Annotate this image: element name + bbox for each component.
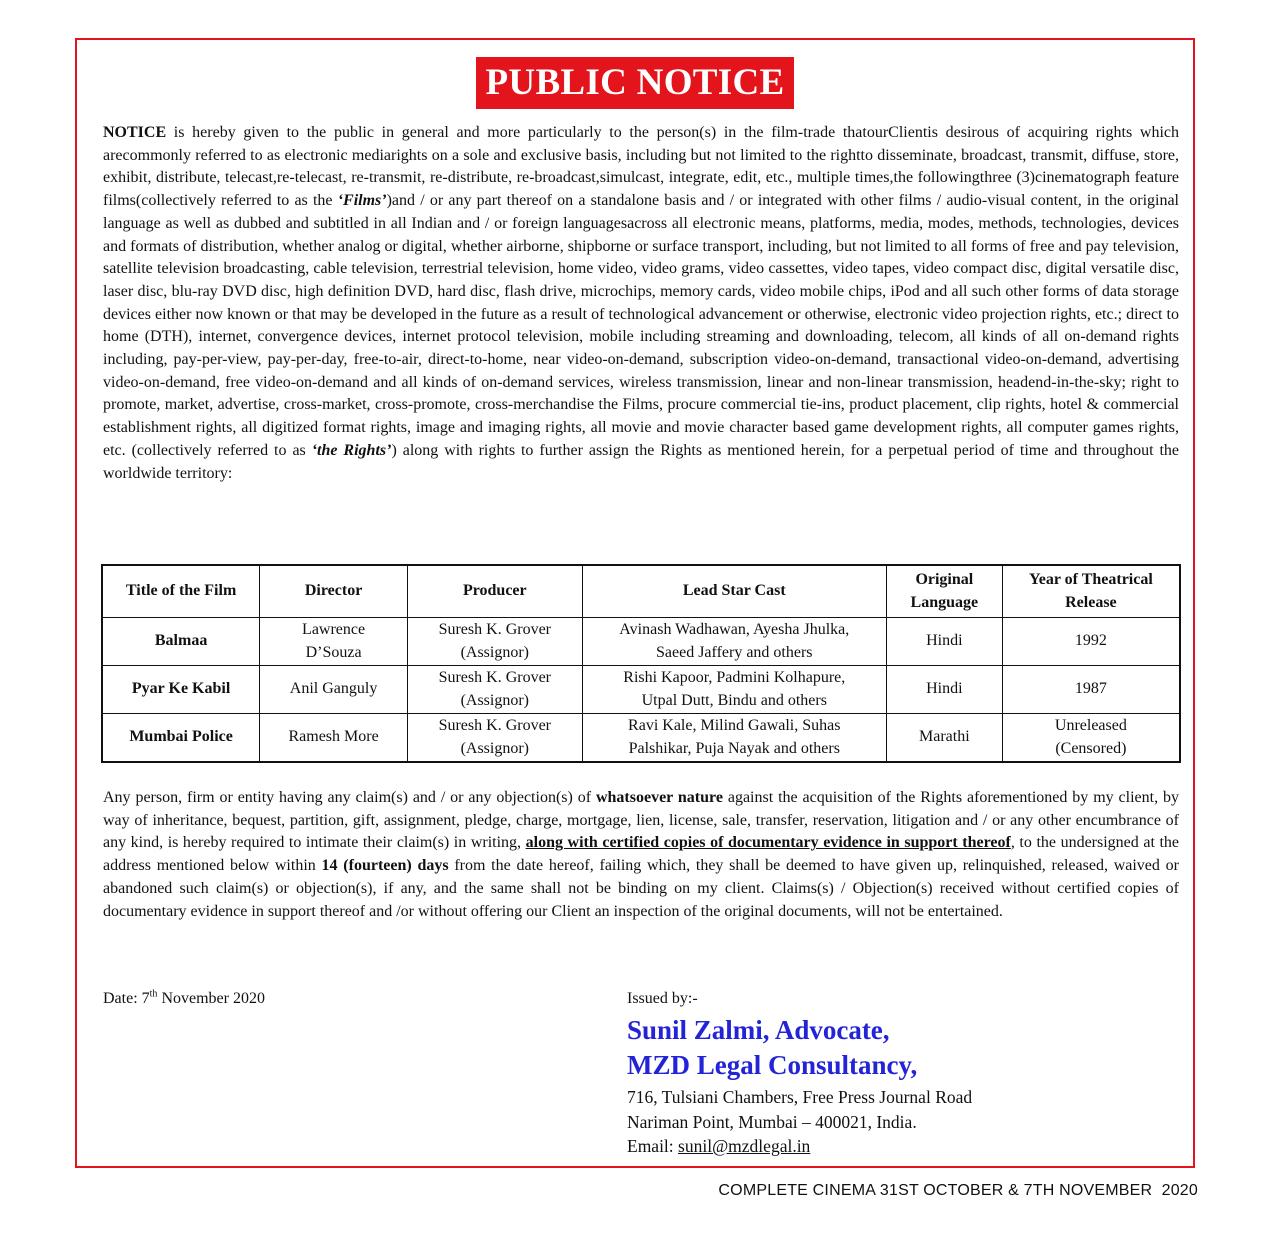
intro-text-2: )and / or any part thereof on a standalone basis and / or integrated with other films / audio-visual content, in the original language as well as dubbed and subtitled in all Indian and / or foreign languagesacross all electronic means, platforms, media, modes, methods, technologies, devices and formats of distribution, whether analog or digital, whether airborne, shipborne or surface transport, including, but not limited to all forms of free and pay television, satellite television broadcasting, cable television, terrestrial television, home video, video grams, video cassettes, video tapes, video compact disc, digital versatile disc, laser disc, blu-ray DVD disc, high definition DVD, hard disc, flash drive, microchips, memory cards, video mobile chips, iPod and all such other forms of data storage devices either now known or that may be developed in the future as a result of technological advancement or otherwise, electronic video projection rights, etc.; direct to home (DTH), internet, convergence devices, internet protocol television, mobile including streaming and downloading, telecom, all kinds of all on-demand rights including, pay-per-view, pay-per-day, free-to-air, direct-to-home, near video-on-demand, subscription video-on-demand, transactional video-on-demand, advertising video-on-demand, free video-on-demand and all kinds of on-demand services, wireless transmission, linear and non-linear transmission, headend-in-the-sky; right to promote, market, advertise, cross-market, cross-promote, cross-merchandise the Films, procure commercial tie-ins, product placement, clip rights, hotel & commercial establishment rights, all digitized format rights, image and imaging rights, all movie and movie character based game development rights, all computer games rights, etc. (collectively referred to as xyxy=(103,192,1180,459)
whatsoever-nature: whatsoever nature xyxy=(595,789,723,806)
notice-frame xyxy=(75,38,1195,1168)
film-language: Hindi xyxy=(886,666,1002,714)
issuer-address xyxy=(627,1085,972,1159)
certified-copies-requirement: along with certified copies of documentary evidence in support thereof xyxy=(525,834,1011,852)
film-director: Anil Ganguly xyxy=(260,666,408,714)
table-row xyxy=(102,666,1180,714)
rights-term: ‘the Rights’ xyxy=(311,441,392,459)
film-director: Ramesh More xyxy=(260,714,408,763)
header-language: Original Language xyxy=(886,565,1002,618)
intro-text-1: is hereby given to the public in general and more particularly to the person(s) in the film-trade thatourClientis desirous of acquiring rights which arecommonly referred to as electronic mediarights on a sole and exclusive basis, including but not limited to the rightto disseminate, broadcast, transmit, diffuse, store, exhibit, distribute, telecast,re-telecast, re-transmit, re-distribute, re-broadcast,simulcast, integrate, edit, etc., multiple times,the followingthree (3)cinematograph feature films(collectively referred to as the xyxy=(103,124,1179,210)
table-row xyxy=(102,714,1180,763)
email-line: Email: sunil@mzdlegal.in xyxy=(627,1136,811,1156)
film-language: Hindi xyxy=(886,618,1002,666)
notice-intro-paragraph xyxy=(103,122,1179,485)
issued-by-label: Issued by:- xyxy=(627,990,698,1007)
header-year: Year of Theatrical Release xyxy=(1002,565,1180,618)
notice-date: Date: 7th November 2020 xyxy=(103,988,265,1007)
publication-footer: COMPLETE CINEMA 31ST OCTOBER & 7TH NOVEMBER 2020 xyxy=(718,1182,1198,1199)
film-language: Marathi xyxy=(886,714,1002,763)
header-producer: Producer xyxy=(407,565,582,618)
deadline-days: 14 (fourteen) days xyxy=(321,857,449,875)
film-producer: Suresh K. Grover (Assignor) xyxy=(407,714,582,763)
firm-name: MZD Legal Consultancy, xyxy=(627,1050,918,1080)
header-title: Title of the Film xyxy=(102,565,260,618)
film-cast: Avinash Wadhawan, Ayesha Jhulka, Saeed Jaffery and others xyxy=(582,618,886,666)
title-wrapper xyxy=(77,57,1193,109)
film-title: Balmaa xyxy=(102,618,260,666)
advocate-name: Sunil Zalmi, Advocate, xyxy=(627,1015,890,1045)
film-producer: Suresh K. Grover (Assignor) xyxy=(407,618,582,666)
films-table xyxy=(101,564,1181,763)
address-line-2: Nariman Point, Mumbai – 400021, India. xyxy=(627,1111,917,1132)
film-director: Lawrence D’Souza xyxy=(260,618,408,666)
email-link[interactable]: sunil@mzdlegal.in xyxy=(678,1136,811,1156)
notice-lead-word: NOTICE xyxy=(103,124,167,141)
notice-title: PUBLIC NOTICE xyxy=(476,57,795,109)
claims-paragraph: Any person, firm or entity having any claim(s) and / or any objection(s) of whatsoever nature against the acquisition of the Rights aforementioned by my client, by way of inheritance, bequest, partition, gift, assignment, pledge, charge, mortgage, lien, license, sale, transfer, reservation, litigation and / or any other encumbrance of any kind, is hereby required to intimate their claim(s) in writing, along with certified copies of documentary evidence in support thereof, to the undersigned at the address mentioned below within 14 (fourteen) days from the date hereof, failing which, they shall be deemed to have given up, relinquished, released, waived or abandoned such claim(s) or objection(s), if any, and the same shall not be binding on my client. Claims(s) / Objection(s) received without certified copies of documentary evidence in support thereof and /or without offering our Client an inspection of the original documents, will not be entertained. xyxy=(103,789,1180,920)
film-producer: Suresh K. Grover (Assignor) xyxy=(407,666,582,714)
table-row xyxy=(102,618,1180,666)
header-director: Director xyxy=(260,565,408,618)
film-year: 1987 xyxy=(1002,666,1180,714)
header-cast: Lead Star Cast xyxy=(582,565,886,618)
film-title: Mumbai Police xyxy=(102,714,260,763)
intro-text-3: ) along with rights to further assign the Rights as mentioned herein, for a perpetual period of time and throughout the worldwide territory: xyxy=(103,441,1179,482)
film-title: Pyar Ke Kabil xyxy=(102,666,260,714)
film-cast: Rishi Kapoor, Padmini Kolhapure, Utpal Dutt, Bindu and others xyxy=(582,666,886,714)
table-header-row xyxy=(102,565,1180,618)
film-cast: Ravi Kale, Milind Gawali, Suhas Palshikar, Puja Nayak and others xyxy=(582,714,886,763)
film-year: 1992 xyxy=(1002,618,1180,666)
address-line-1: 716, Tulsiani Chambers, Free Press Journal Road xyxy=(627,1087,973,1107)
film-year: Unreleased (Censored) xyxy=(1002,714,1180,763)
films-term: ‘Films’ xyxy=(337,192,387,210)
